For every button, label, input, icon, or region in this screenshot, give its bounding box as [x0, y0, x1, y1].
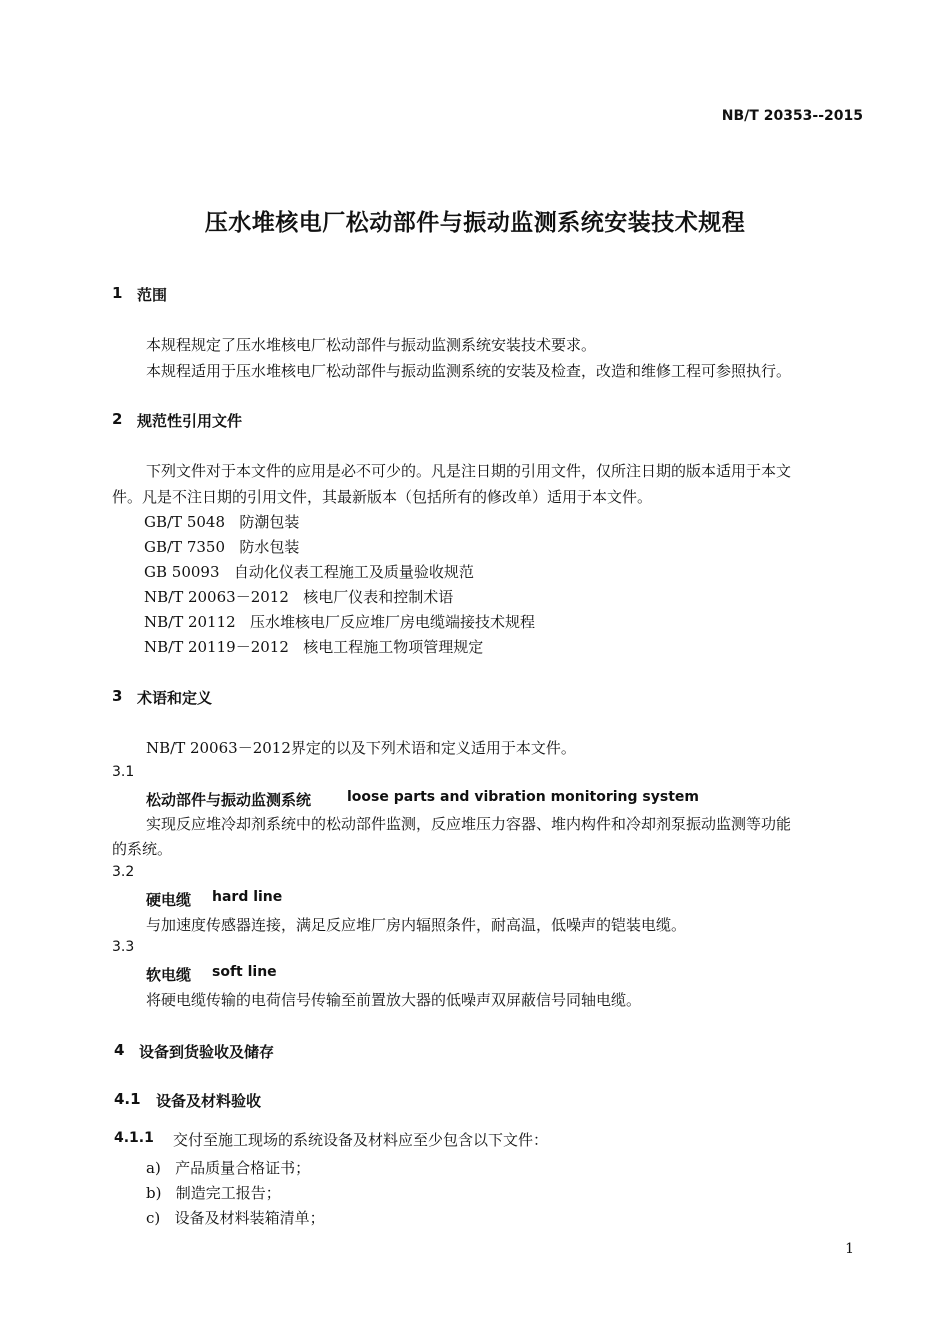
term-number: 3.3 — [112, 939, 135, 955]
reference-code: NB/T 20119－2012 — [144, 638, 289, 656]
page-title: 压水堆核电厂松动部件与振动监测系统安装技术规程 — [204, 210, 746, 236]
term-definition: 将硬电缆传输的电荷信号传输至前置放大器的低噪声双屏蔽信号同轴电缆。 — [146, 991, 642, 1009]
section-2-para-line-1: 下列文件对于本文件的应用是必不可少的。凡是注日期的引用文件，仅所注日期的版本适用于本文 — [146, 462, 792, 480]
list-item — [146, 1182, 281, 1203]
term-en: hard line — [212, 889, 283, 905]
term-cn: 硬电缆 — [146, 891, 192, 909]
reference-name: 核电工程施工物项管理规定 — [303, 638, 484, 656]
reference-name: 压水堆核电厂反应堆厂房电缆端接技术规程 — [250, 613, 536, 631]
section-3-number: 3 — [112, 687, 123, 705]
clause-number: 4.1.1 — [114, 1130, 154, 1146]
reference-name: 核电厂仪表和控制术语 — [303, 588, 454, 606]
term-cn: 松动部件与振动监测系统 — [146, 791, 312, 809]
term-en: loose parts and vibration monitoring system — [347, 789, 699, 805]
reference-code: GB/T 7350 — [144, 538, 226, 556]
section-4-number: 4 — [114, 1041, 125, 1059]
term-definition-cont: 的系统。 — [112, 840, 173, 858]
section-3-intro: NB/T 20063－2012界定的以及下列术语和定义适用于本文件。 — [146, 739, 576, 757]
reference-item — [144, 636, 483, 657]
list-item-label: c) — [146, 1209, 161, 1227]
term-cn: 软电缆 — [146, 966, 192, 984]
subsection-number: 4.1 — [114, 1090, 141, 1108]
standard-number: NB/T 20353--2015 — [721, 108, 863, 124]
reference-code: GB/T 5048 — [144, 513, 226, 531]
section-2-heading: 规范性引用文件 — [137, 412, 243, 430]
term-en: soft line — [212, 964, 277, 980]
reference-item — [144, 511, 299, 532]
list-item-text: 产品质量合格证书； — [175, 1159, 311, 1177]
page-number: 1 — [845, 1241, 854, 1257]
section-4-heading: 设备到货验收及储存 — [139, 1043, 275, 1061]
list-item-label: a) — [146, 1159, 161, 1177]
term-number: 3.1 — [112, 764, 135, 780]
section-3-heading: 术语和定义 — [137, 689, 213, 707]
section-1-para-1: 本规程规定了压水堆核电厂松动部件与振动监测系统安装技术要求。 — [146, 336, 597, 354]
section-2-para-line-2: 件。凡是不注日期的引用文件，其最新版本（包括所有的修改单）适用于本文件。 — [112, 488, 653, 506]
reference-name: 防潮包装 — [239, 513, 300, 531]
section-1-para-2: 本规程适用于压水堆核电厂松动部件与振动监测系统的安装及检查，改造和维修工程可参照执行。 — [146, 362, 792, 380]
list-item-label: b) — [146, 1184, 162, 1202]
term-number: 3.2 — [112, 864, 135, 880]
list-item — [146, 1157, 310, 1178]
section-2-number: 2 — [112, 410, 123, 428]
list-item-text: 制造完工报告； — [175, 1184, 281, 1202]
section-1-heading: 范围 — [137, 286, 168, 304]
subsection-heading: 设备及材料验收 — [156, 1092, 262, 1110]
term-definition: 实现反应堆冷却剂系统中的松动部件监测，反应堆压力容器、堆内构件和冷却剂泵振动监测等功能 — [146, 815, 792, 833]
list-item-text: 设备及材料装箱清单； — [174, 1209, 325, 1227]
term-definition: 与加速度传感器连接，满足反应堆厂房内辐照条件，耐高温，低噪声的铠装电缆。 — [146, 916, 687, 934]
reference-code: NB/T 20063－2012 — [144, 588, 289, 606]
reference-item — [144, 536, 299, 557]
reference-item — [144, 586, 453, 607]
reference-code: GB 50093 — [144, 563, 220, 581]
list-item — [146, 1207, 325, 1228]
reference-item — [144, 561, 474, 582]
reference-code: NB/T 20112 — [144, 613, 236, 631]
section-1-number: 1 — [112, 284, 123, 302]
reference-name: 防水包装 — [239, 538, 300, 556]
reference-name: 自动化仪表工程施工及质量验收规范 — [233, 563, 474, 581]
clause-text: 交付至施工现场的系统设备及材料应至少包含以下文件： — [173, 1131, 549, 1149]
reference-item — [144, 611, 535, 632]
